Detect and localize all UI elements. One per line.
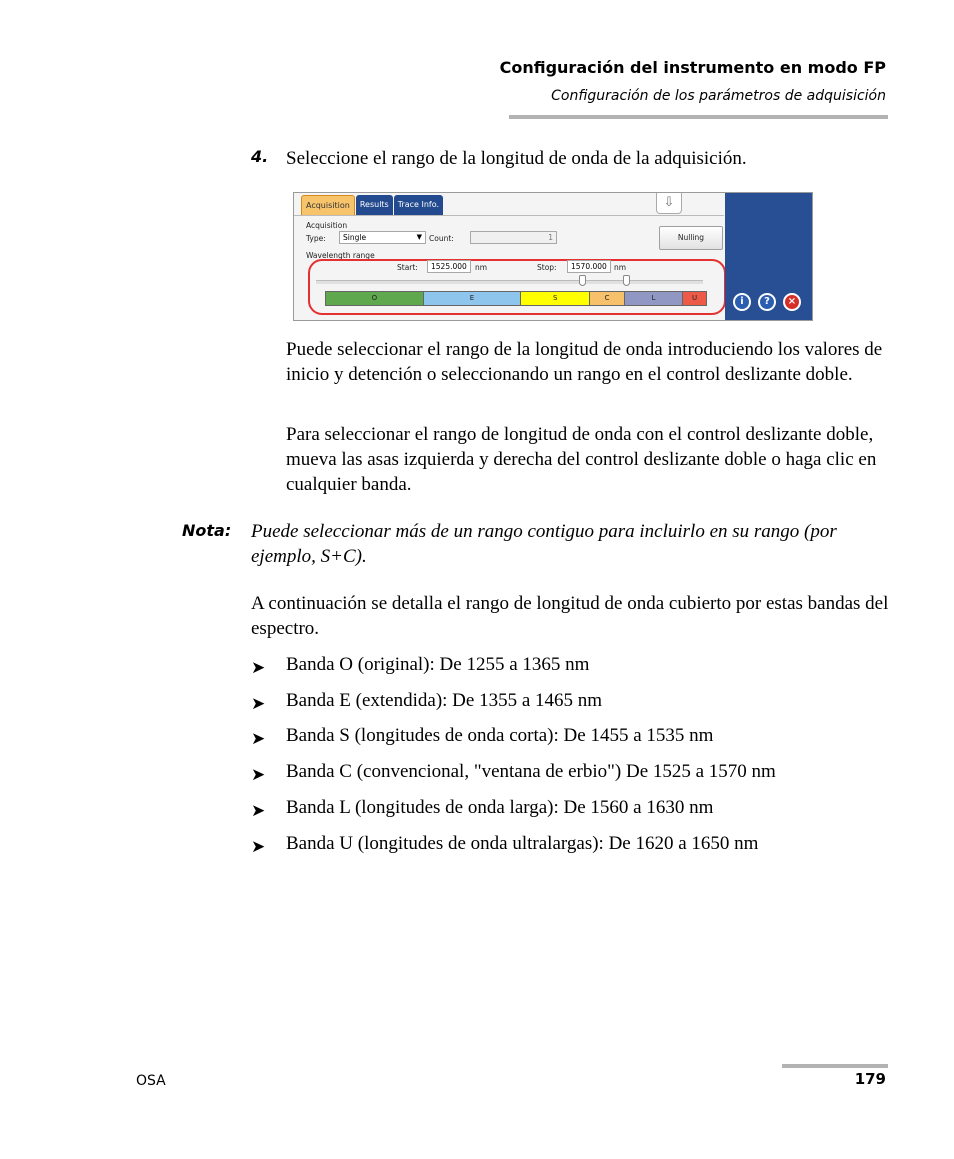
arrow-bullet-icon: ➤ [251,694,266,714]
tab-bar [301,195,443,216]
type-select[interactable] [339,231,426,244]
note-label: Nota: [182,521,232,540]
band-e[interactable]: E [424,292,522,305]
running-header-title: Configuración del instrumento en modo FP [499,58,886,77]
page-number: 179 [854,1070,886,1088]
arrow-bullet-icon: ➤ [251,837,266,857]
band-o[interactable]: O [326,292,424,305]
nulling-button[interactable]: Nulling [659,226,723,250]
arrow-bullet-icon: ➤ [251,801,266,821]
tab-acquisition[interactable]: Acquisition [301,195,355,215]
band-intro: A continuación se detalla el rango de longitud de onda cubierto por estas bandas del espectro. [251,593,889,639]
count-field[interactable]: 1 [470,231,557,244]
chevron-down-icon: ▼ [416,233,422,241]
collapse-arrow-icon[interactable]: ⇩ [656,193,682,214]
side-panel [725,193,813,321]
stop-unit: nm [614,263,627,272]
band-c[interactable]: C [590,292,625,305]
close-icon[interactable]: × [783,293,801,311]
type-select-value: Single [343,233,367,242]
type-label: Type: [306,234,326,243]
band-s[interactable]: S [521,292,590,305]
acquisition-group-label: Acquisition [306,221,348,230]
step-number: 4. [251,147,269,166]
start-field[interactable]: 1525.000 [427,260,471,273]
band-u[interactable]: U [683,292,706,305]
stop-label: Stop: [537,263,557,272]
arrow-bullet-icon: ➤ [251,658,266,678]
arrow-bullet-icon: ➤ [251,765,266,785]
running-header-subtitle: Configuración de los parámetros de adquisición [551,88,886,104]
start-unit: nm [475,263,488,272]
wavelength-range-label: Wavelength range [306,251,375,260]
paragraph-2: Para seleccionar el rango de longitud de onda con el control deslizante doble, mueva las asas izquierda y derecha del control deslizante doble o haga clic en cualquier banda. [286,424,877,495]
slider-left-handle[interactable] [579,275,586,286]
note-text: Puede seleccionar más de un rango contiguo para incluirlo en su rango (por ejemplo, S+C). [251,521,837,567]
double-slider-track[interactable] [316,280,703,284]
acquisition-screenshot [293,192,813,321]
stop-field[interactable]: 1570.000 [567,260,611,273]
tab-divider [294,215,724,216]
highlight-ring [308,259,726,315]
band-l[interactable]: L [625,292,683,305]
footer-rule [782,1064,888,1068]
footer-product: OSA [136,1073,166,1089]
step-text: Seleccione el rango de la longitud de onda de la adquisición. [286,148,747,169]
header-rule [509,115,888,119]
paragraph-1: Puede seleccionar el rango de la longitud de onda introduciendo los valores de inicio y detención o seleccionando un rango en el control deslizante doble. [286,339,883,385]
help-icon[interactable]: ? [758,293,776,311]
tab-results[interactable]: Results [356,195,393,215]
slider-right-handle[interactable] [623,275,630,286]
start-label: Start: [397,263,418,272]
tab-trace-info[interactable]: Trace Info. [394,195,443,215]
band-bar [325,291,707,306]
arrow-bullet-icon: ➤ [251,729,266,749]
info-icon[interactable]: i [733,293,751,311]
count-label: Count: [429,234,454,243]
